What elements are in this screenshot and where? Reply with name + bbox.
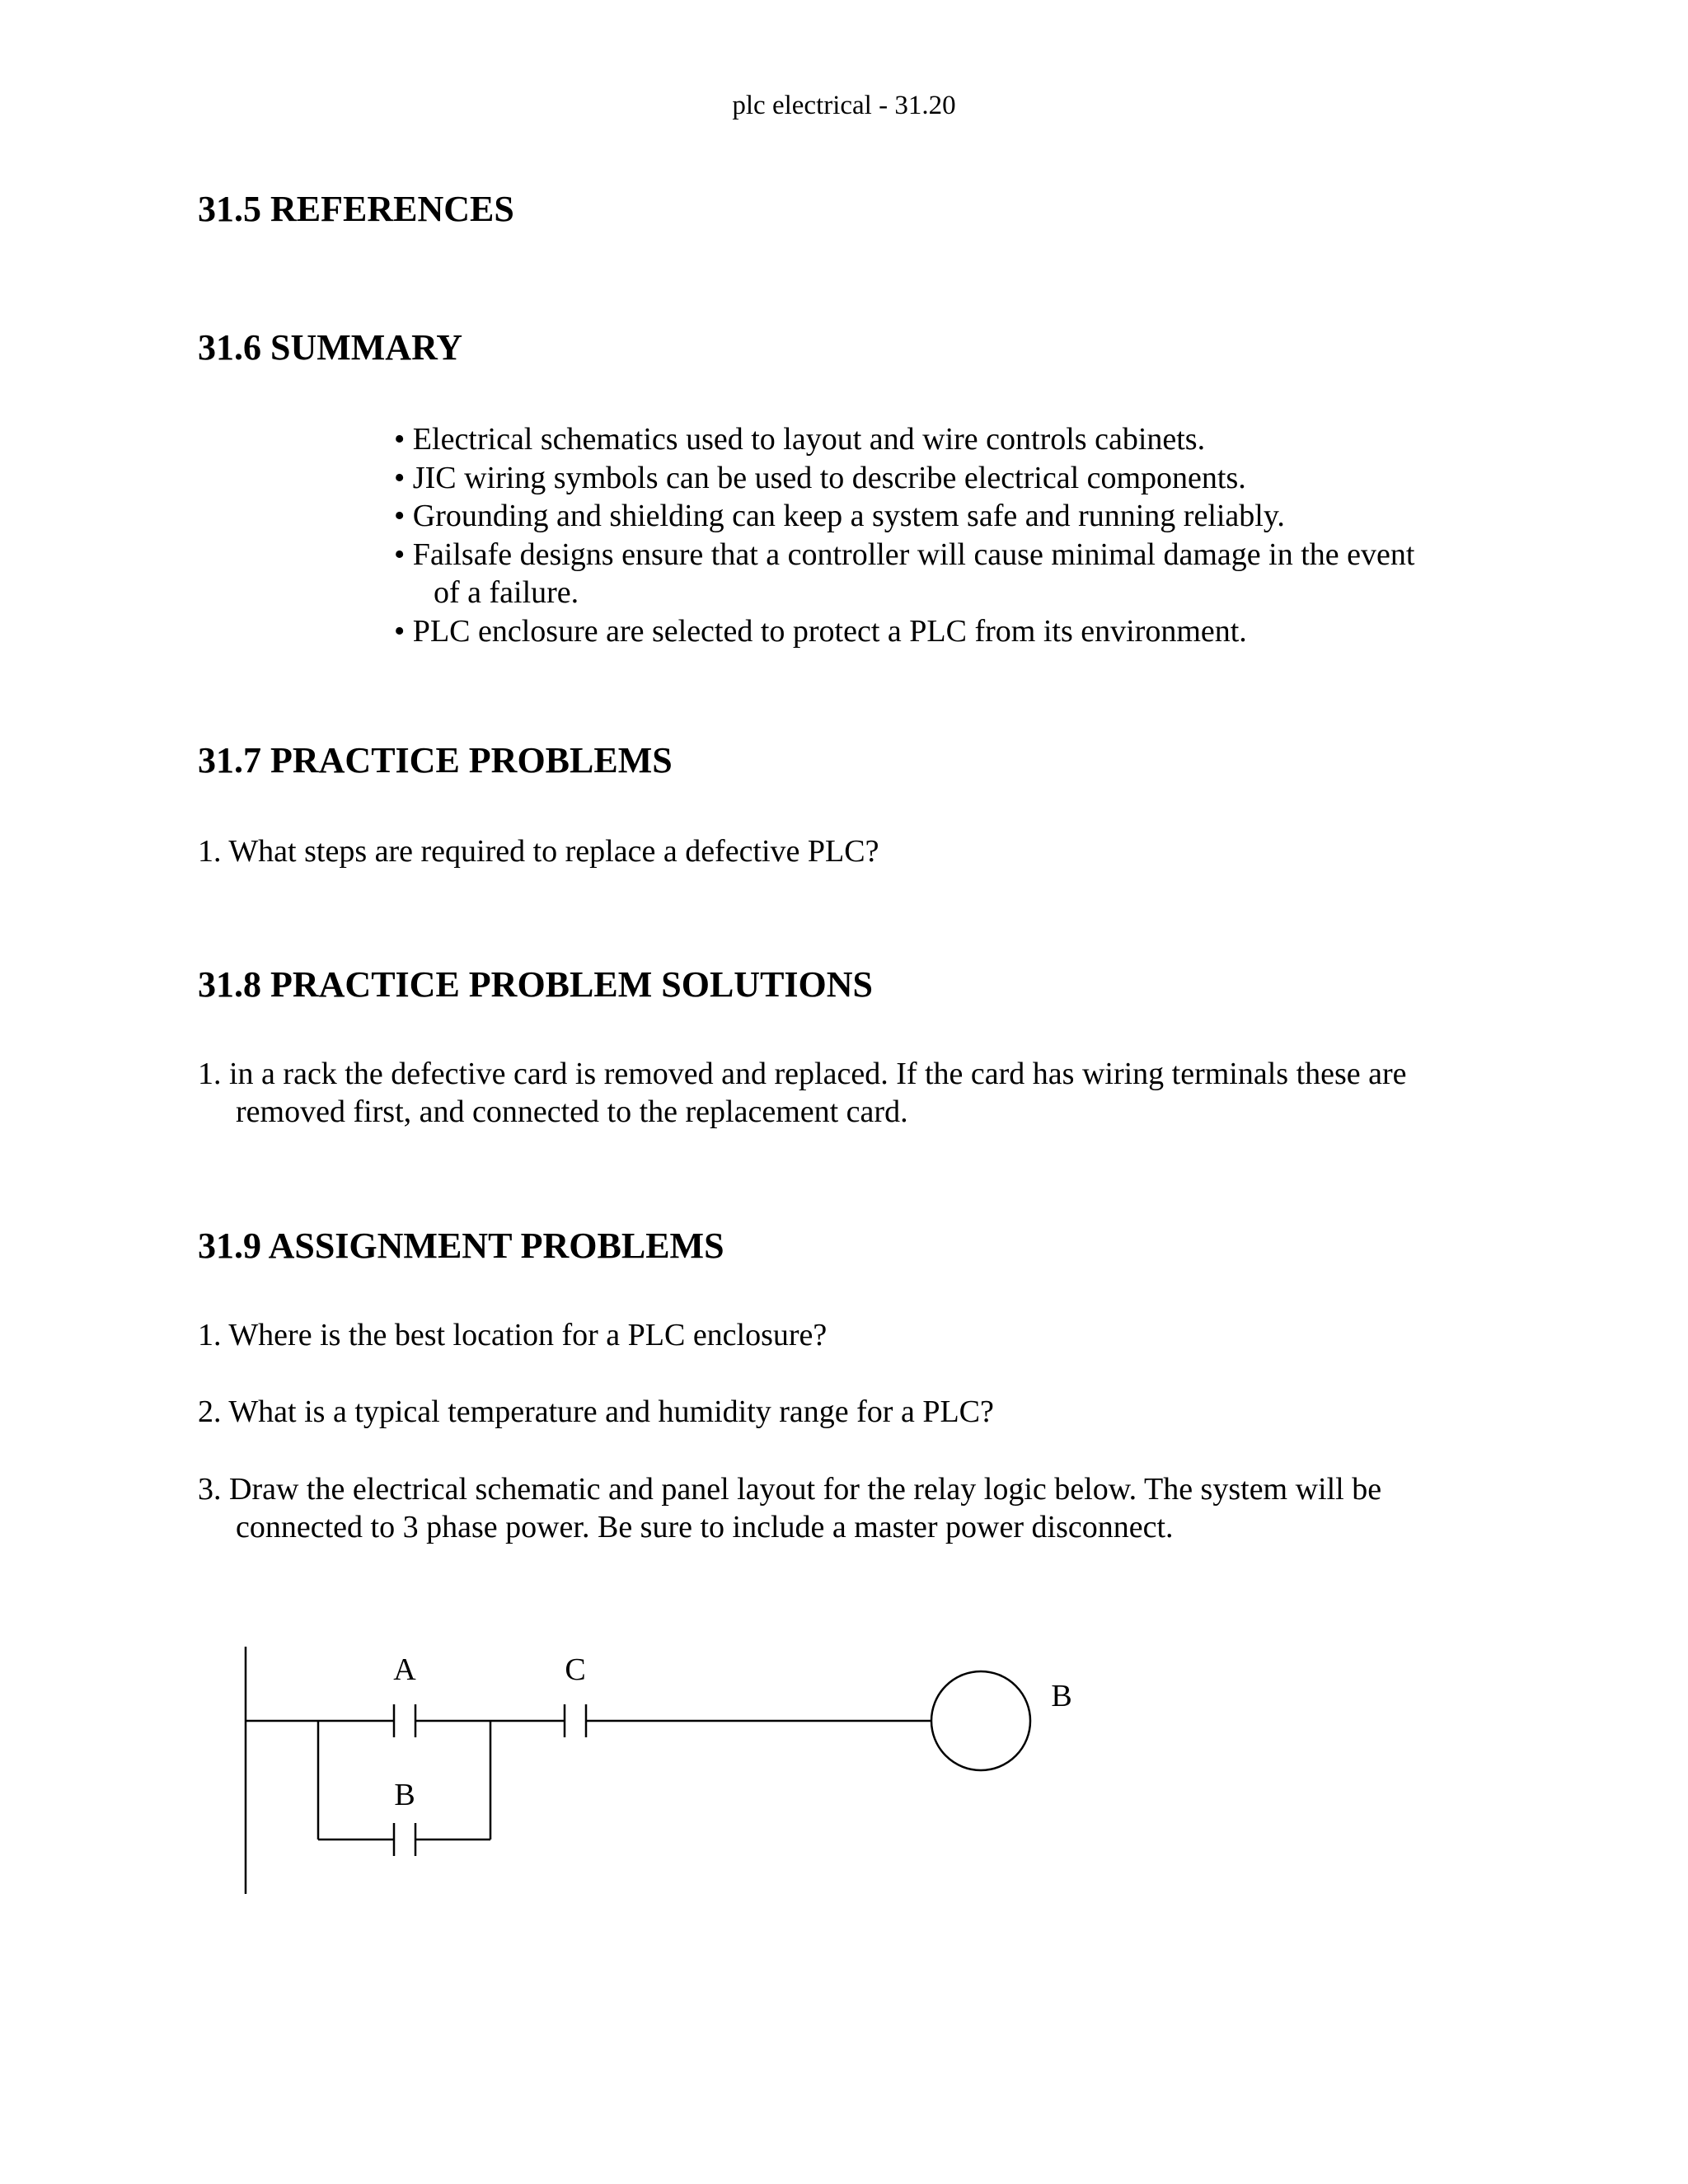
coil-label: B xyxy=(1051,1679,1072,1713)
practice-problems-heading: 31.7 PRACTICE PROBLEMS xyxy=(198,740,673,780)
summary-item: • Grounding and shielding can keep a system safe and running reliably. xyxy=(394,499,1285,533)
summary-item: • Electrical schematics used to layout and wire controls cabinets. xyxy=(394,422,1206,457)
running-header: plc electrical - 31.20 xyxy=(732,91,956,120)
assignment-question-3-line-1: 3. Draw the electrical schematic and panel layout for the relay logic below. The system will be xyxy=(198,1472,1382,1507)
contact-a-label: A xyxy=(393,1652,416,1687)
contact-c-label: C xyxy=(565,1652,586,1687)
solution-1-line-2: removed first, and connected to the replacement card. xyxy=(236,1094,908,1129)
assignment-question-3-line-2: connected to 3 phase power. Be sure to include a master power disconnect. xyxy=(236,1510,1174,1544)
summary-heading: 31.6 SUMMARY xyxy=(198,327,463,368)
summary-item: • PLC enclosure are selected to protect a PLC from its environment. xyxy=(394,613,1247,649)
summary-item: • Failsafe designs ensure that a controller will cause minimal damage in the event xyxy=(394,537,1415,572)
summary-item: • JIC wiring symbols can be used to describe electrical components. xyxy=(394,460,1246,495)
ladder-logic-diagram xyxy=(231,1640,1104,1912)
summary-item-wrap: of a failure. xyxy=(434,575,579,610)
solution-1-line-1: 1. in a rack the defective card is removed and replaced. If the card has wiring terminals these are xyxy=(198,1057,1407,1091)
summary-item-continuation xyxy=(394,574,1414,612)
assignment-problems-heading: 31.9 ASSIGNMENT PROBLEMS xyxy=(198,1226,724,1266)
contact-b-label: B xyxy=(394,1778,415,1812)
output-coil xyxy=(931,1671,1030,1770)
assignment-question-2: 2. What is a typical temperature and humidity range for a PLC? xyxy=(198,1394,994,1429)
practice-solutions-heading: 31.8 PRACTICE PROBLEM SOLUTIONS xyxy=(198,964,874,1005)
assignment-question-1: 1. Where is the best location for a PLC enclosure? xyxy=(198,1318,828,1352)
practice-question-1: 1. What steps are required to replace a defective PLC? xyxy=(198,834,879,869)
summary-list xyxy=(394,420,1414,650)
references-heading: 31.5 REFERENCES xyxy=(198,189,514,229)
